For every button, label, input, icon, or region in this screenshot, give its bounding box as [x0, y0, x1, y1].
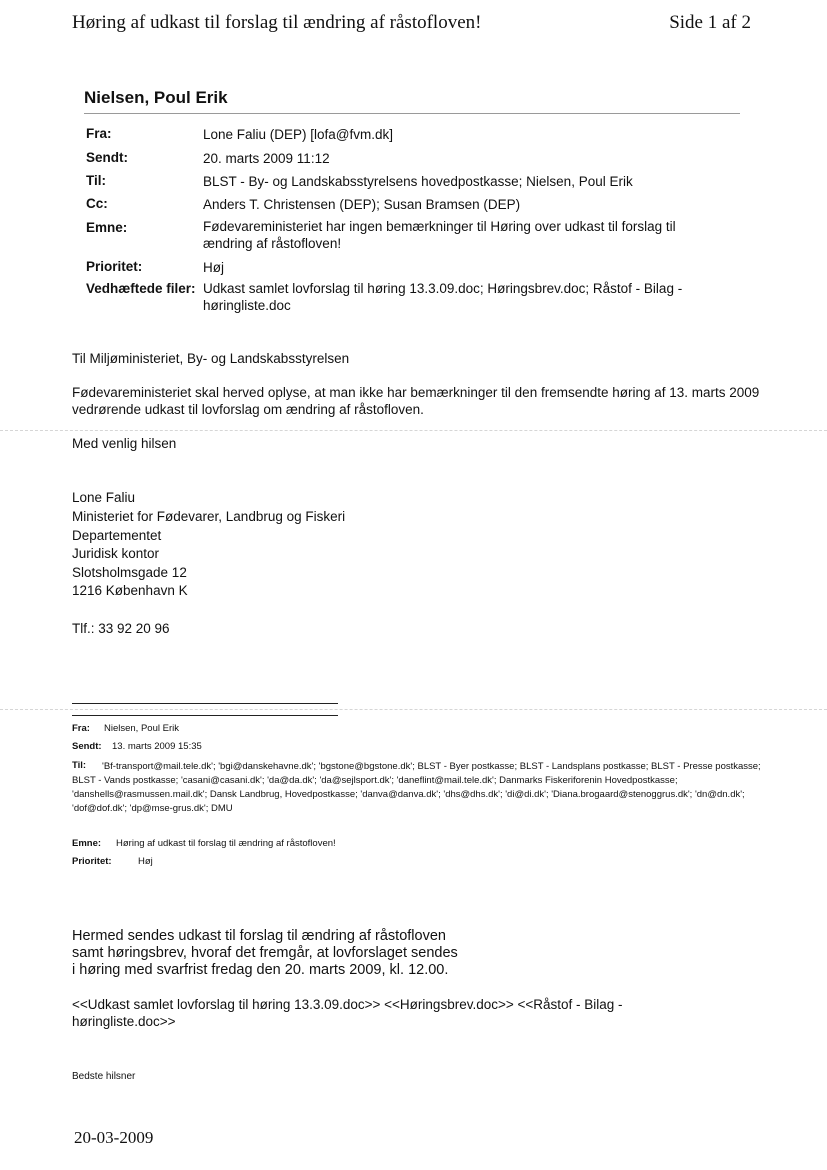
fwd-to-label: Til: — [72, 760, 87, 771]
fwd-sent-label: Sendt: — [72, 741, 102, 752]
fwd-body-line-1: Hermed sendes udkast til forslag til ændring af råstofloven — [72, 928, 446, 944]
attachments-value: Udkast samlet lovforslag til høring 13.3.09.doc; Høringsbrev.doc; Råstof - Bilag - høringliste.doc — [203, 281, 683, 313]
fwd-priority-value: Høj — [138, 856, 153, 867]
signature-street: Slotsholmsgade 12 — [72, 565, 187, 580]
from-label: Fra: — [86, 126, 112, 141]
subject-label: Emne: — [86, 220, 128, 235]
fwd-from-label: Fra: — [72, 723, 90, 734]
sent-label: Sendt: — [86, 150, 128, 165]
fwd-to-value: 'Bf-transport@mail.tele.dk'; 'bgi@danskehavne.dk'; 'bgstone@bgstone.dk'; BLST - Byer postkasse; BLST - Landsplans postkasse; BLST - Presse postkasse; BLST - Vands postkasse; 'casani@casani.dk'; 'da@da.dk'; 'da@sejlsport.dk'; 'daneflint@mail.tele.dk'; Danmarks Fiskeriforenin Hovedpostkasse; 'danshells@rasmussen.mail.dk'; Dansk Landbrug, Hovedpostkasse; 'danva@danva.dk'; 'dhs@dhs.dk'; 'di@di.dk'; 'Diana.brogaard@stenoggrus.dk'; 'dn@dn.dk'; 'dof@dof.dk'; 'dp@mse-grus.dk'; DMU — [72, 761, 761, 814]
signature-office: Juridisk kontor — [72, 546, 160, 561]
cc-value: Anders T. Christensen (DEP); Susan Bramsen (DEP) — [203, 197, 521, 212]
from-value: Lone Faliu (DEP) [lofa@fvm.dk] — [203, 127, 394, 142]
signature-name: Lone Faliu — [72, 490, 136, 505]
fwd-from-value: Nielsen, Poul Erik — [104, 723, 179, 734]
fwd-closing: Bedste hilsner — [72, 1071, 136, 1082]
sender-name: Nielsen, Poul Erik — [84, 88, 228, 107]
signature-department: Departementet — [72, 528, 162, 543]
signature-ministry: Ministeriet for Fødevarer, Landbrug og Fiskeri — [72, 509, 346, 524]
to-value: BLST - By- og Landskabsstyrelsens hovedpostkasse; Nielsen, Poul Erik — [203, 174, 633, 189]
to-label: Til: — [86, 173, 106, 188]
fwd-attachment-list: <<Udkast samlet lovforslag til høring 13.3.09.doc>> <<Høringsbrev.doc>> <<Råstof - Bilag - høringliste.doc>> — [72, 997, 623, 1029]
signature-city: 1216 København K — [72, 583, 188, 598]
forward-divider-top — [72, 703, 338, 704]
page-title: Høring af udkast til forslag til ændring af råstofloven! — [72, 12, 482, 33]
greeting: Til Miljøministeriet, By- og Landskabsstyrelsen — [72, 351, 350, 366]
fwd-body-line-2: samt høringsbrev, hvoraf det fremgår, at lovforslaget sendes — [72, 945, 458, 961]
fwd-priority-label: Prioritet: — [72, 856, 112, 867]
footer-date: 20-03-2009 — [74, 1128, 154, 1147]
forward-divider-bottom — [72, 715, 338, 716]
message-body: Fødevareministeriet skal herved oplyse, at man ikke har bemærkninger til den fremsendte høring af 13. marts 2009 vedrørende udkast til lovforslag om ændring af råstofloven. — [72, 385, 760, 417]
sent-value: 20. marts 2009 11:12 — [203, 151, 330, 166]
scan-artifact-line — [0, 709, 827, 710]
heading-divider — [84, 113, 740, 114]
signature-phone: Tlf.: 33 92 20 96 — [72, 621, 170, 636]
page-number: Side 1 af 2 — [669, 12, 751, 33]
fwd-subject-value: Høring af udkast til forslag til ændring af råstofloven! — [116, 838, 336, 849]
scan-artifact-line — [0, 430, 827, 431]
priority-value: Høj — [203, 260, 224, 275]
fwd-body-line-3: i høring med svarfrist fredag den 20. marts 2009, kl. 12.00. — [72, 962, 449, 978]
cc-label: Cc: — [86, 196, 108, 211]
priority-label: Prioritet: — [86, 259, 143, 274]
fwd-sent-value: 13. marts 2009 15:35 — [112, 741, 202, 752]
fwd-subject-label: Emne: — [72, 838, 102, 849]
attachments-label: Vedhæftede filer: — [86, 281, 196, 296]
subject-value: Fødevareministeriet har ingen bemærkninger til Høring over udkast til forslag til ændring af råstofloven! — [203, 219, 676, 251]
closing: Med venlig hilsen — [72, 436, 177, 451]
